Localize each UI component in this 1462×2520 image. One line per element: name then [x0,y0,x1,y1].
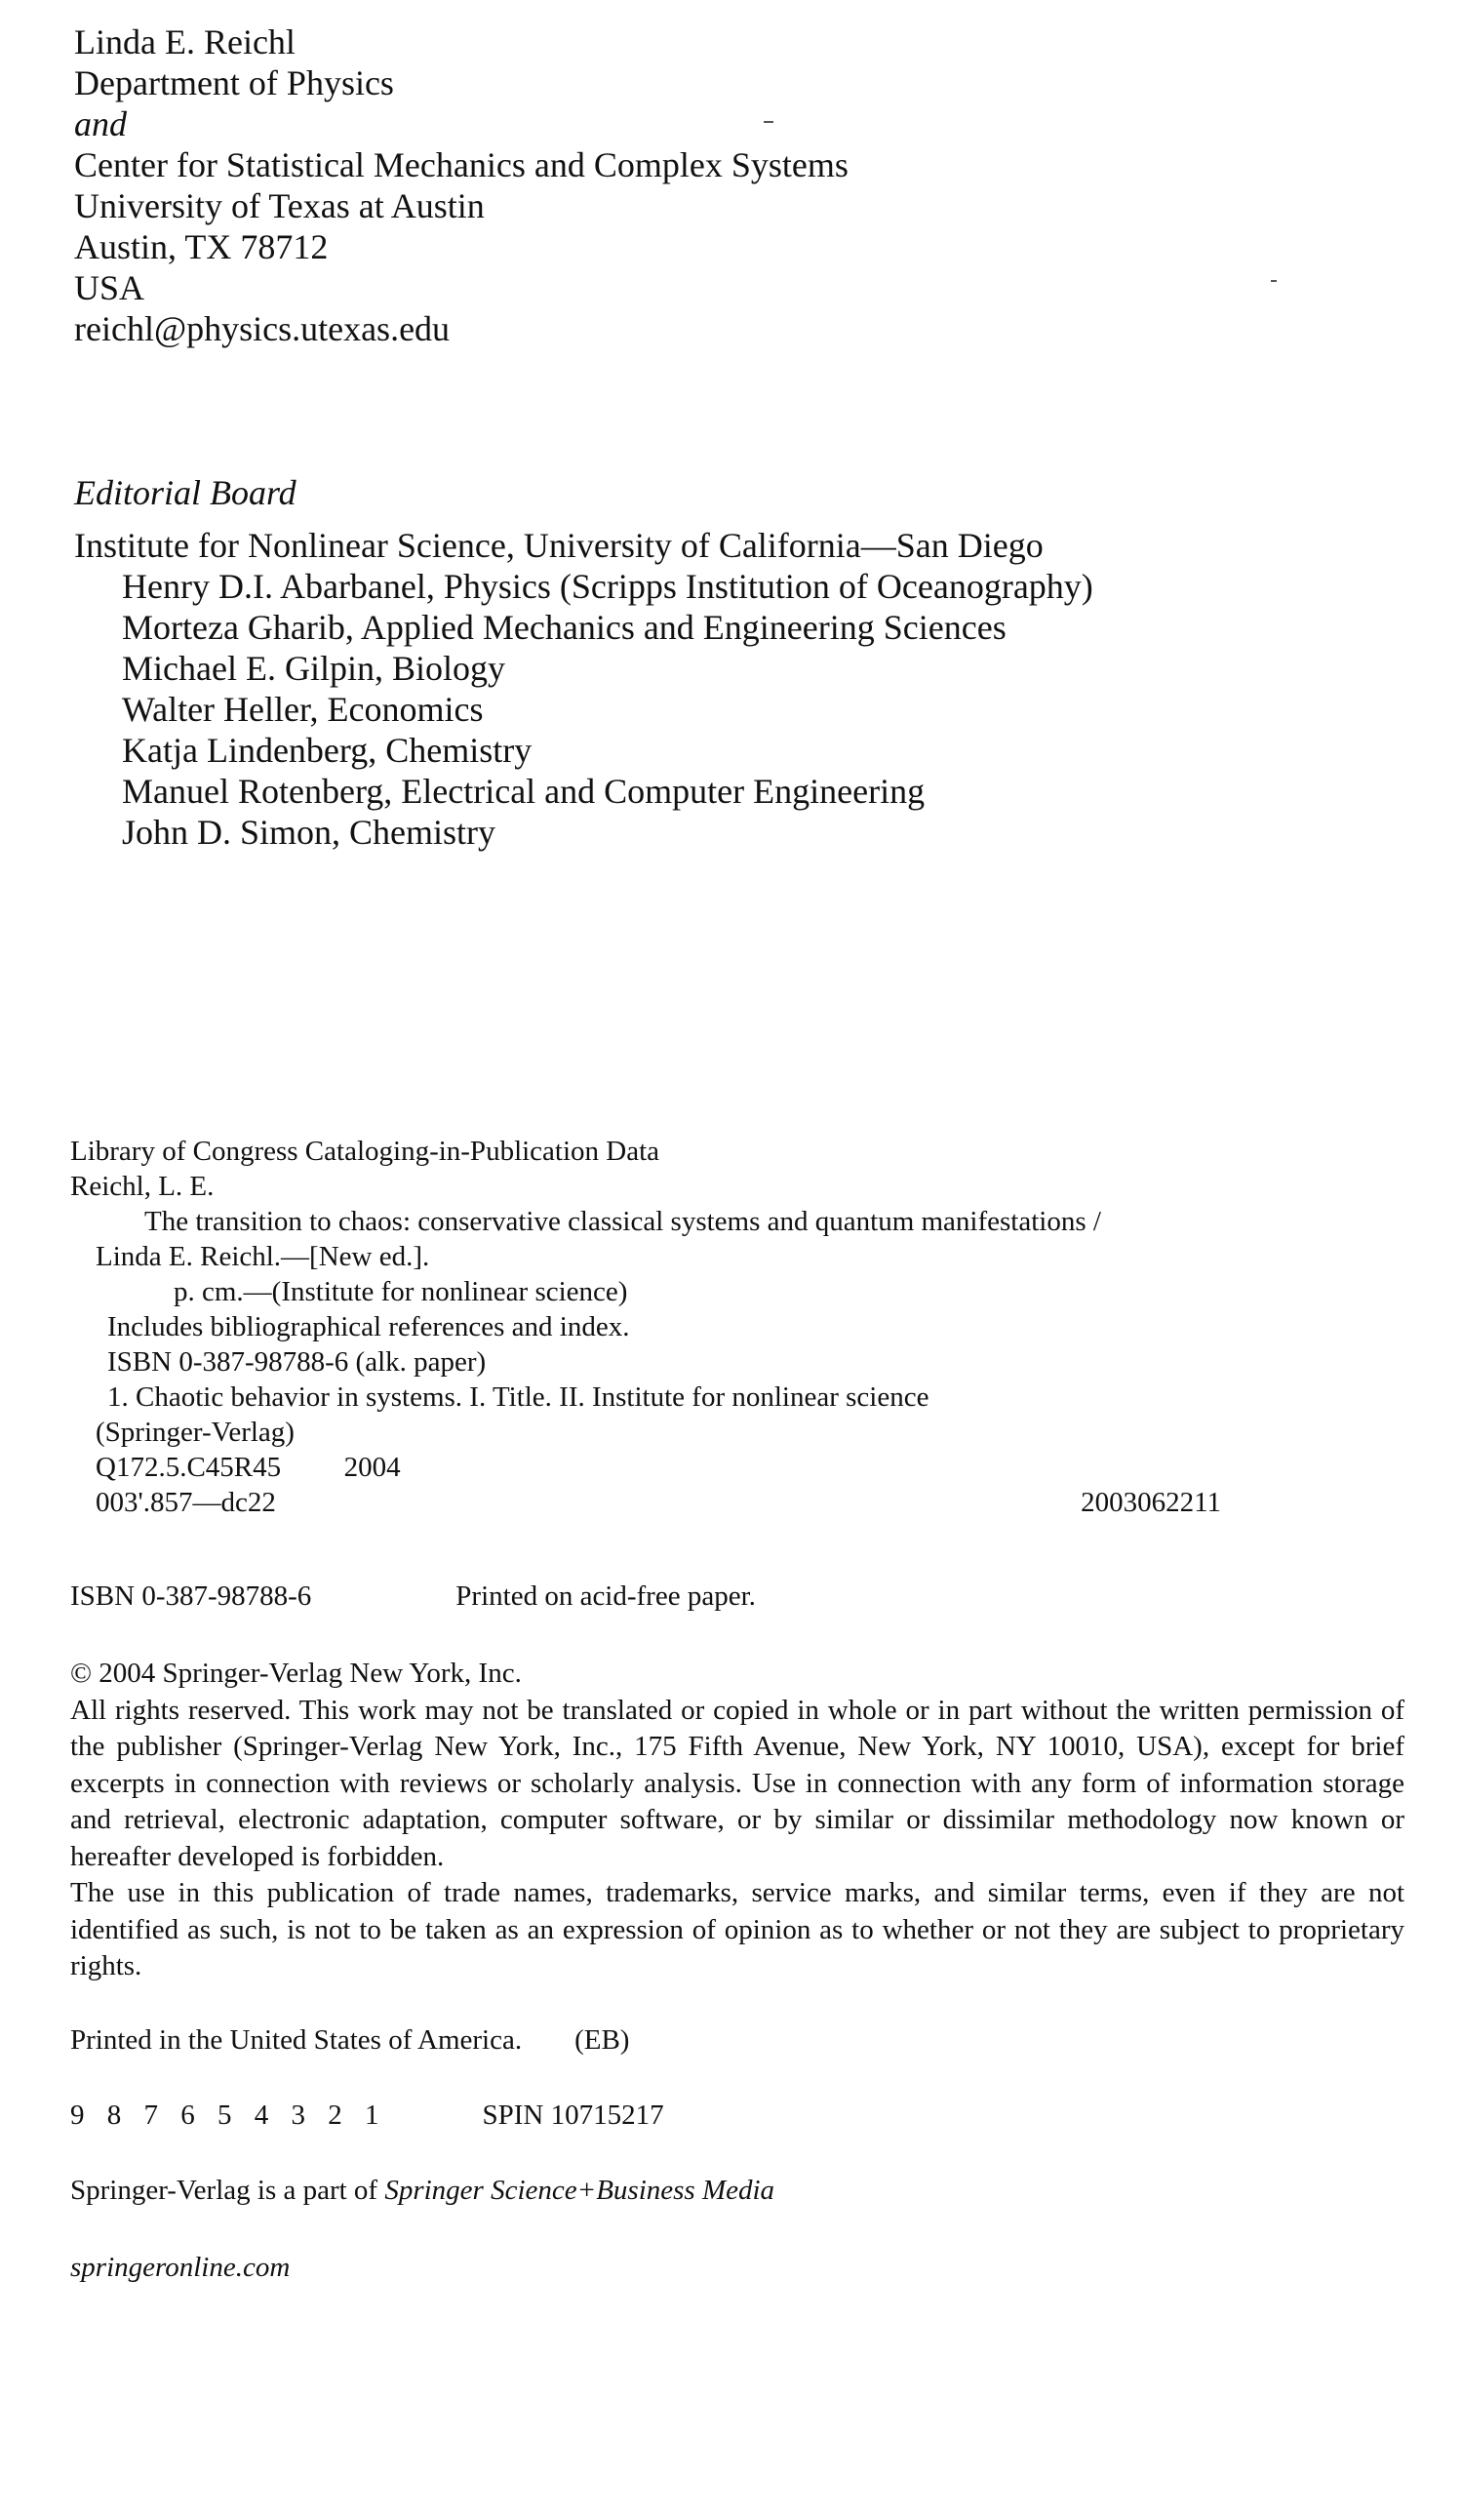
board-member: Walter Heller, Economics [122,690,484,729]
publisher-website[interactable]: springeronline.com [70,2252,291,2283]
cip-data [70,1134,1221,1520]
cip-subjects-line1: 1. Chaotic behavior in systems. I. Title. II. Institute for nonlinear science [107,1381,929,1413]
cip-lccn: 2003062211 [1081,1487,1221,1518]
cip-pages: p. cm.—(Institute for nonlinear science) [174,1276,628,1307]
board-member: John D. Simon, Chemistry [122,813,496,852]
printed-in: Printed in the United States of America. [70,2024,523,2056]
board-member: Michael E. Gilpin, Biology [122,649,505,688]
printer-code: (EB) [574,2024,630,2056]
publisher-prefix: Springer-Verlag is a part of [70,2175,385,2206]
publisher-line [70,2175,774,2207]
author-name: Linda E. Reichl [74,22,296,61]
copyright-line: © 2004 Springer-Verlag New York, Inc. [70,1658,522,1689]
editorial-board-heading: Editorial Board [74,473,296,512]
cip-dewey-row [70,1485,1221,1520]
cip-heading: Library of Congress Cataloging-in-Publication Data [70,1136,660,1167]
print-run: 9 8 7 6 5 4 3 2 1 [70,2100,387,2131]
cip-subjects-line2: (Springer-Verlag) [96,1417,295,1448]
spin-number: SPIN 10715217 [482,2100,664,2131]
printed-in-line [70,2024,629,2057]
cip-title-line1: The transition to chaos: conservative classical systems and quantum manifestations / [144,1206,1101,1237]
scan-mark [764,121,773,123]
trademark-statement: The use in this publication of trade names, trademarks, service marks, and similar terms, even if they are not identified as such, is not to be taken as an expression of opinion as to whether or not they are subject to proprietary rights. [70,1877,1404,1981]
cip-bibliography: Includes bibliographical references and index. [107,1311,630,1342]
acid-free-note: Printed on acid-free paper. [455,1580,756,1612]
cip-dewey: 003'.857—dc22 [96,1487,276,1518]
author-conjunction: and [74,104,127,143]
parent-company: Springer Science+Business Media [384,2175,775,2206]
print-run-line [70,2100,664,2132]
editorial-board [74,525,1093,853]
board-member: Morteza Gharib, Applied Mechanics and Engineering Sciences [122,608,1007,647]
isbn: ISBN 0-387-98788-6 [70,1580,312,1612]
board-member: Katja Lindenberg, Chemistry [122,731,533,770]
cip-isbn: ISBN 0-387-98788-6 (alk. paper) [107,1346,487,1378]
author-university: University of Texas at Austin [74,186,485,225]
author-email: reichl@physics.utexas.edu [74,309,451,348]
author-address [74,21,849,349]
author-city: Austin, TX 78712 [74,227,329,266]
cip-call-number: Q172.5.C45R45 [96,1452,282,1483]
author-country: USA [74,268,145,307]
cip-author: Reichl, L. E. [70,1171,215,1202]
board-institute: Institute for Nonlinear Science, University of California—San Diego [74,526,1044,565]
copyright-notice [70,1656,1404,1985]
cip-title-line2: Linda E. Reichl.—[New ed.]. [96,1241,430,1272]
board-member: Henry D.I. Abarbanel, Physics (Scripps Institution of Oceanography) [122,567,1093,606]
cip-call-number-row [70,1450,1221,1485]
cip-year: 2004 [343,1452,401,1483]
scan-mark [1271,280,1277,282]
rights-statement: All rights reserved. This work may not be translated or copied in whole or in part without the written permission of the publisher (Springer-Verlag New York, Inc., 175 Fifth Avenue, New York, NY 10010, USA), except for brief excerpts in connection with reviews or scholarly analysis. Use in connection with any form of information storage and retrieval, electronic adaptation, computer software, or by similar or dissimilar methodology now known or hereafter developed is forbidden. [70,1694,1404,1872]
author-center: Center for Statistical Mechanics and Complex Systems [74,145,849,184]
author-department: Department of Physics [74,63,394,102]
board-member: Manuel Rotenberg, Electrical and Computer Engineering [122,772,926,811]
isbn-line [70,1580,756,1613]
